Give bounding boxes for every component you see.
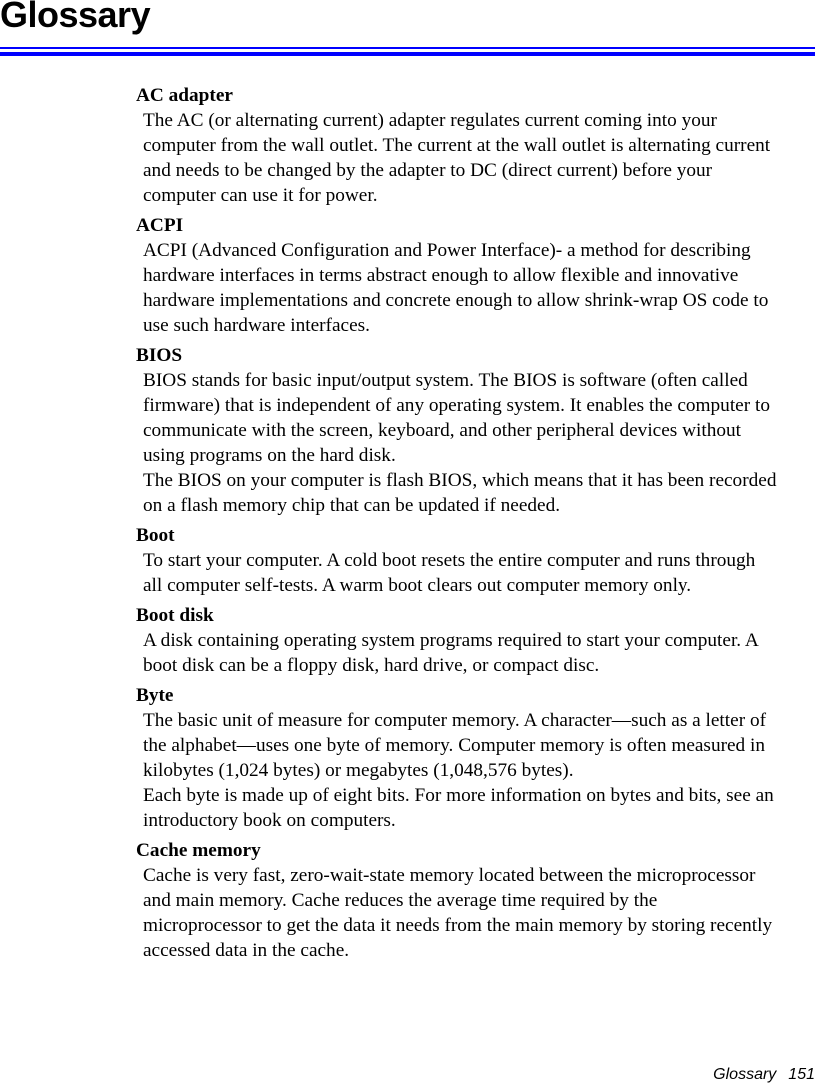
page-footer	[701, 1066, 815, 1084]
footer-section: Glossary	[713, 1066, 777, 1083]
glossary-entry	[136, 213, 815, 338]
glossary-entry	[136, 343, 815, 518]
definition-line: firmware) that is independent of any operating system. It enables the computer to	[143, 395, 770, 416]
definition-paragraph	[143, 238, 815, 338]
definition-line: microprocessor to get the data it needs from the main memory by storing recently	[143, 915, 773, 936]
page-number: 151	[788, 1066, 815, 1083]
glossary-term: Boot	[136, 525, 175, 546]
definition-paragraph	[143, 468, 815, 518]
page-title: Glossary	[0, 0, 151, 35]
glossary-definition	[136, 238, 815, 338]
definition-paragraph	[143, 863, 815, 963]
glossary-term: Byte	[136, 685, 174, 706]
definition-paragraph	[143, 368, 815, 468]
definition-line: and main memory. Cache reduces the average time required by the	[143, 890, 658, 911]
definition-paragraph	[143, 628, 815, 678]
glossary-definition	[136, 108, 815, 208]
definition-paragraph	[143, 783, 815, 833]
glossary-entry	[136, 603, 815, 678]
definition-line: computer can use it for power.	[143, 185, 378, 206]
definition-line: and needs to be changed by the adapter to DC (direct current) before your	[143, 160, 713, 181]
glossary-term: Boot disk	[136, 605, 214, 626]
definition-line: the alphabet—uses one byte of memory. Computer memory is often measured in	[143, 735, 766, 756]
definition-line: boot disk can be a floppy disk, hard drive, or compact disc.	[143, 655, 600, 676]
glossary-definition	[136, 628, 815, 678]
glossary-term: AC adapter	[136, 85, 233, 106]
definition-line: BIOS stands for basic input/output system. The BIOS is software (often called	[143, 370, 748, 391]
glossary-entry	[136, 683, 815, 833]
definition-line: The BIOS on your computer is flash BIOS, which means that it has been recorded	[143, 470, 777, 491]
definition-line: accessed data in the cache.	[143, 940, 350, 961]
definition-line: A disk containing operating system programs required to start your computer. A	[143, 630, 759, 651]
glossary-term: BIOS	[136, 345, 183, 366]
title-rule-thin	[0, 47, 815, 49]
definition-line: Each byte is made up of eight bits. For more information on bytes and bits, see an	[143, 785, 774, 806]
definition-line: all computer self-tests. A warm boot clears out computer memory only.	[143, 575, 692, 596]
glossary-definition	[136, 368, 815, 518]
definition-line: computer from the wall outlet. The current at the wall outlet is alternating current	[143, 135, 771, 156]
glossary-definition	[136, 548, 815, 598]
definition-line: kilobytes (1,024 bytes) or megabytes (1,048,576 bytes).	[143, 760, 574, 781]
definition-line: The basic unit of measure for computer memory. A character—such as a letter of	[143, 710, 767, 731]
title-rule-thick	[0, 52, 815, 56]
definition-line: hardware implementations and concrete enough to allow shrink-wrap OS code to	[143, 290, 769, 311]
glossary-term: Cache memory	[136, 840, 261, 861]
glossary-entry	[136, 83, 815, 208]
definition-line: To start your computer. A cold boot resets the entire computer and runs through	[143, 550, 756, 571]
definition-line: Cache is very fast, zero-wait-state memory located between the microprocessor	[143, 865, 756, 886]
definition-paragraph	[143, 708, 815, 783]
glossary-entries	[136, 78, 815, 963]
definition-paragraph	[143, 548, 815, 598]
definition-line: hardware interfaces in terms abstract enough to allow flexible and innovative	[143, 265, 739, 286]
definition-line: introductory book on computers.	[143, 810, 396, 831]
glossary-definition	[136, 863, 815, 963]
definition-paragraph	[143, 108, 815, 208]
glossary-entry	[136, 523, 815, 598]
glossary-definition	[136, 708, 815, 833]
glossary-entry	[136, 838, 815, 963]
definition-line: The AC (or alternating current) adapter regulates current coming into your	[143, 110, 717, 131]
definition-line: using programs on the hard disk.	[143, 445, 396, 466]
definition-line: ACPI (Advanced Configuration and Power Interface)- a method for describing	[143, 240, 751, 261]
glossary-term: ACPI	[136, 215, 184, 236]
definition-line: use such hardware interfaces.	[143, 315, 370, 336]
definition-line: communicate with the screen, keyboard, and other peripheral devices without	[143, 420, 742, 441]
definition-line: on a flash memory chip that can be updated if needed.	[143, 495, 561, 516]
